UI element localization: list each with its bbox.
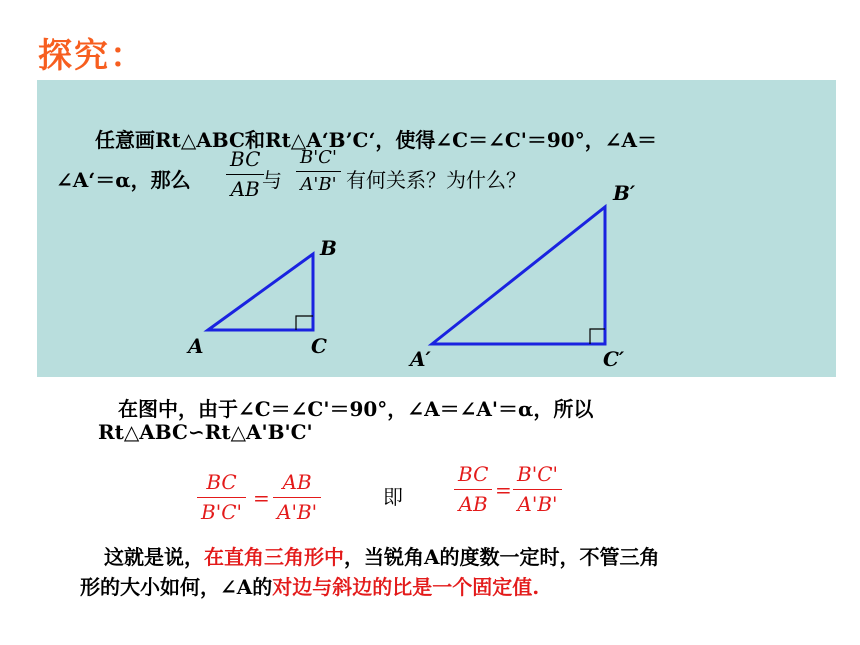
fraction-denominator: A'B'	[277, 500, 318, 524]
fraction-numerator: B'C'	[300, 147, 337, 168]
reasoning-line-2: Rt△ABC∽Rt△A'B'C'	[98, 420, 313, 444]
problem-line-2-end: 有何关系？为什么？	[346, 168, 526, 192]
fraction-denominator: B'C'	[201, 500, 242, 524]
fraction-numerator: B'C'	[517, 462, 558, 486]
fraction-bar	[454, 489, 492, 490]
triangle-large	[432, 207, 605, 344]
conclusion-highlight-2: 对边与斜边的比是一个固定值.	[272, 575, 540, 599]
conclusion-text: 形的大小如何，∠A的	[80, 575, 273, 599]
problem-connector: 与	[262, 168, 282, 192]
fraction-numerator: BC	[206, 470, 237, 494]
right-angle-mark-large	[590, 329, 605, 344]
fraction-numerator: AB	[282, 470, 312, 494]
conclusion-text: ，当锐角A的度数一定时，不管三角	[344, 545, 660, 569]
equation-2-right	[513, 462, 562, 516]
conclusion-text: 这就是说，	[104, 545, 204, 569]
fraction-denominator: A'B'	[517, 492, 558, 516]
conclusion-line-1	[104, 541, 660, 570]
fraction-numerator: BC	[230, 147, 261, 171]
fraction-denominator: AB	[230, 177, 260, 201]
problem-line-1: 任意画Rt△ABC和Rt△A‘B’C‘，使得∠C＝∠C'＝90°，∠A＝	[95, 128, 658, 152]
vertex-label-c-prime: C′	[603, 347, 625, 371]
vertex-label-b: B	[320, 236, 337, 260]
page-title: 探究：	[38, 36, 146, 76]
connector-ji: 即	[383, 485, 403, 509]
equation-1-left	[197, 470, 246, 524]
fraction-denominator: AB	[458, 492, 488, 516]
problem-line-2-start: ∠A‘＝α，那么	[56, 168, 191, 192]
vertex-label-c: C	[311, 334, 327, 358]
reasoning-line-1: 在图中，由于∠C＝∠C'＝90°，∠A＝∠A'＝α，所以	[118, 397, 594, 421]
fraction-bar	[273, 497, 321, 498]
fraction-bar	[513, 489, 562, 490]
fraction-denominator: A'B'	[300, 174, 337, 195]
vertex-label-a-prime: A′	[410, 347, 431, 371]
vertex-label-a: A	[188, 334, 204, 358]
conclusion-highlight-1: 在直角三角形中	[204, 545, 344, 569]
conclusion-line-2	[80, 571, 539, 600]
equation-1-equals: =	[253, 486, 270, 510]
fraction-bar	[197, 497, 246, 498]
triangle-small	[208, 254, 313, 330]
vertex-label-b-prime: B′	[613, 181, 636, 205]
equation-1-right	[273, 470, 321, 524]
equation-2-left	[454, 462, 492, 516]
fraction-numerator: BC	[458, 462, 489, 486]
equation-2-equals: =	[495, 478, 512, 502]
right-angle-mark-small	[296, 316, 313, 330]
